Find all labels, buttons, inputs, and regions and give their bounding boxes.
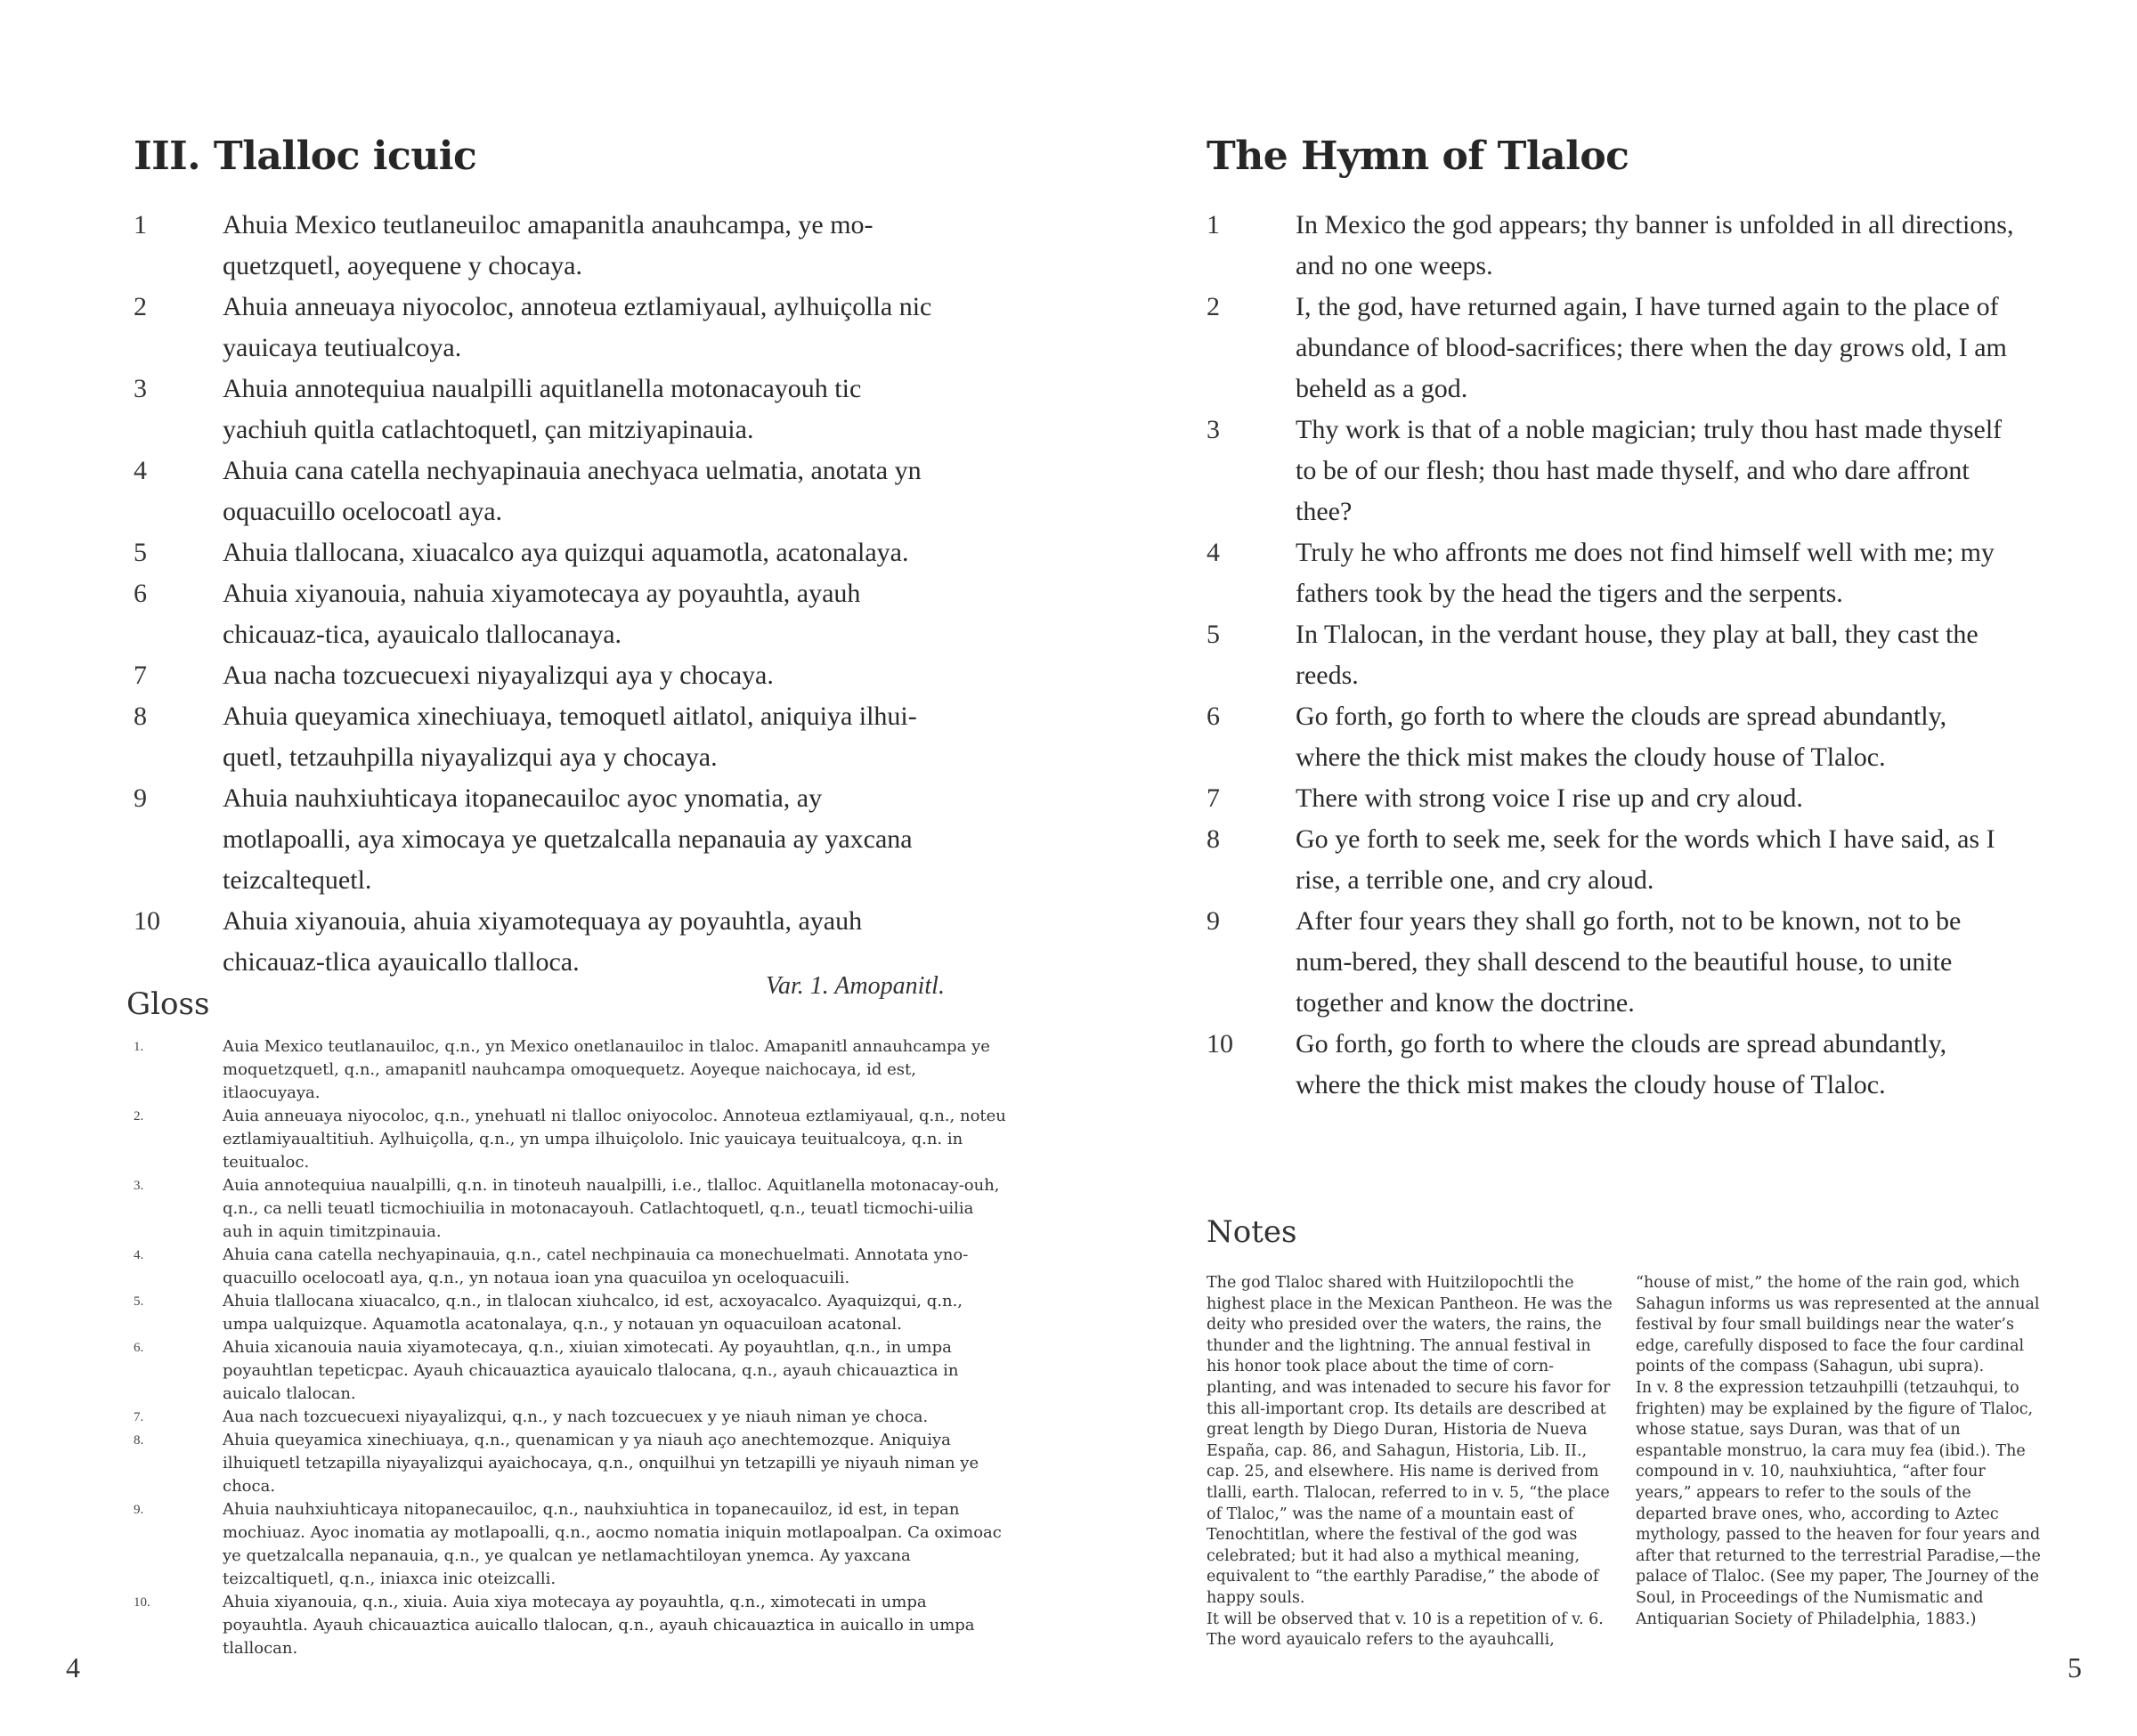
verse <box>134 532 953 573</box>
verse <box>134 287 953 369</box>
verse-number: 1 <box>1207 210 1220 239</box>
verse-text: Ahuia annotequiua naualpilli aquitlanella motonacayouh tic yachiuh quitla catlachtoquetl, çan mitziyapinauia. <box>223 374 862 444</box>
verse-text: Go ye forth to seek me, seek for the words which I have said, as I rise, a terrible one, and cry aloud. <box>1296 824 1995 895</box>
verse <box>1207 1024 2026 1106</box>
verse <box>1207 532 2026 614</box>
verse-number: 4 <box>134 456 147 485</box>
gloss-text: Ahuia xicanouia nauia xiyamotecaya, q.n., xiuian ximotecati. Ay poyauhtlan, q.n., in umpa poyauhtlan tepeticpac. Ayauh chicauaztica ayauicalo tlalocana, q.n., ayauh chicauaztica in auicalo tlalocan. <box>223 1338 959 1403</box>
verse <box>134 696 953 778</box>
verse-number: 1 <box>134 210 147 239</box>
verse-number: 10 <box>134 906 160 936</box>
verse <box>134 901 953 983</box>
verse-text: Ahuia xiyanouia, ahuia xiyamotequaya ay poyauhtla, ayauh chicauaz-tlica ayauicallo tlalloca. <box>223 906 863 977</box>
verse-text: Go forth, go forth to where the clouds are spread abundantly, where the thick mist makes the cloudy house of Tlaloc. <box>1296 702 1947 772</box>
gloss-item <box>134 1174 1015 1244</box>
nahuatl-verse-list <box>134 205 953 983</box>
gloss-number: 5. <box>134 1294 144 1309</box>
gloss-text: Auia anneuaya niyocoloc, q.n., ynehuatl ni tlalloc oniyocoloc. Annoteua eztlamiyaual, q.n., noteu eztlamiyaualtitiuh. Aylhuiçolla, q.n., yn umpa ilhuiçololo. Inic yauicaya teuitualcoya, q.n. in teuitualoc. <box>223 1107 1006 1172</box>
gloss-item <box>134 1406 1015 1429</box>
verse <box>134 205 953 287</box>
verse-text: After four years they shall go forth, not to be known, not to be num-bered, they shall descend to the beautiful house, to unite together and know the doctrine. <box>1296 906 1962 1018</box>
verse <box>134 369 953 450</box>
gloss-text: Ahuia tlallocana xiuacalco, q.n., in tlalocan xiuhcalco, id est, acxoyacalco. Ayaquizqui, q.n., umpa ualquizque. Aquamotla acatonalaya, q.n., y notauan yn oquacuiloan acatonal. <box>223 1292 963 1334</box>
verse-number: 3 <box>134 374 147 403</box>
verse-text: Ahuia cana catella nechyapinauia anechyaca uelmatia, anotata yn oquacuillo ocelocoatl aya. <box>223 456 922 526</box>
verse-text: Ahuia Mexico teutlaneuiloc amapanitla anauhcampa, ye mo-quetzquetl, aoyequene y chocaya. <box>223 210 873 280</box>
note-paragraph: In v. 8 the expression tetzauhpilli (tetzauhqui, to frighten) may be explained by the figure of Tlaloc, whose statue, says Duran, was that of un espantable monstruo, la cara muy fea (ibid.). The compound in v. 10, nauhxiuhtica, “after four years,” appears to refer to the souls of the departed brave ones, who, according to Aztec mythology, passed to the heaven for four years and after that returned to the terrestrial Paradise,—the palace of Tlaloc. (See my paper, The Journey of the Soul, in Proceedings of the Numismatic and Antiquarian Society of Philadelphia, 1883.) <box>1636 1378 2041 1628</box>
verse-number: 6 <box>134 579 147 608</box>
verse <box>1207 287 2026 410</box>
gloss-number: 4. <box>134 1248 144 1262</box>
verse-text: Ahuia nauhxiuhticaya itopanecauiloc ayoc ynomatia, ay motlapoalli, aya ximocaya ye quetzalcalla nepanauia ay yaxcana teizcaltequetl. <box>223 783 913 895</box>
verse <box>134 655 953 696</box>
verse-number: 5 <box>1207 620 1220 649</box>
gloss-text: Ahuia nauhxiuhticaya nitopanecauiloc, q.n., nauhxiuhtica in topanecauiloz, id est, in tepan mochiuaz. Ayoc inomatia ay motlapoalli, q.n., aocmo nomatia iniquin motlapoalpan. Ca oximoac ye quetzalcalla nepanauia, q.n., ye qualcan ye netlamachtiloyan ynemca. Ay yaxcana teizcaltiquetl, q.n., iniaxca inic oteizcalli. <box>223 1500 1002 1588</box>
verse-number: 6 <box>1207 702 1220 731</box>
gloss-text: Auia annotequiua naualpilli, q.n. in tinoteuh naualpilli, i.e., tlalloc. Aquitlanella motonacay-ouh, q.n., ca nelli teuatl ticmochiuilia in motonacayouh. Catlachtoquetl, q.n., teuatl ticmochi-uilia auh in aquin timitzpinauia. <box>223 1176 1000 1241</box>
verse-text: Go forth, go forth to where the clouds are spread abundantly, where the thick mist makes the cloudy house of Tlaloc. <box>1296 1029 1947 1099</box>
page-title: The Hymn of Tlaloc <box>1207 134 1629 179</box>
page-title: III. Tlalloc icuic <box>134 134 477 179</box>
gloss-text: Ahuia xiyanouia, q.n., xiuia. Auia xiya motecaya ay poyauhtla, q.n., ximotecati in umpa poyauhtla. Ayauh chicauaztica auicallo tlalocan, q.n., ayauh chicauaztica in auicallo in umpa tlallocan. <box>223 1593 975 1658</box>
verse-text: Truly he who affronts me does not find himself well with me; my fathers took by the head the tigers and the serpents. <box>1296 538 1995 608</box>
gloss-text: Ahuia queyamica xinechiuaya, q.n., quenamican y ya niauh aço anechtemozque. Aniquiya ilhuiquetl tetzapilla niyayalizqui ayaichocaya, q.n., onquilhui yn tetzapilli ye niyauh niman ye choca. <box>223 1431 979 1496</box>
verse-number: 9 <box>134 783 147 813</box>
gloss-number: 1. <box>134 1040 144 1054</box>
verse-number: 2 <box>1207 292 1220 321</box>
notes-heading: Notes <box>1207 1214 1297 1250</box>
gloss-number: 6. <box>134 1341 144 1355</box>
verse-text: In Tlalocan, in the verdant house, they play at ball, they cast the reeds. <box>1296 620 1979 690</box>
note-paragraph: It will be observed that v. 10 is a repetition of v. 6. The word ayauicalo refers to the ayauhcalli, <box>1207 1610 1604 1650</box>
verse <box>1207 819 2026 901</box>
verse-text: Aua nacha tozcuecuexi niyayalizqui aya y chocaya. <box>223 661 774 690</box>
gloss-number: 8. <box>134 1433 144 1448</box>
english-verse-list <box>1207 205 2026 1106</box>
verse-number: 8 <box>134 702 147 731</box>
verse-number: 7 <box>134 661 147 690</box>
verse <box>134 573 953 655</box>
gloss-number: 2. <box>134 1109 144 1124</box>
variant-note: Var. 1. Amopanitl. <box>766 972 945 1000</box>
verse-text: Thy work is that of a noble magician; truly thou hast made thyself to be of our flesh; thou hast made thyself, and who dare affront thee? <box>1296 415 2003 526</box>
gloss-text: Ahuia cana catella nechyapinauia, q.n., catel nechpinauia ca monechuelmati. Annotata yno-quacuillo ocelocoatl aya, q.n., yn notaua ioan yna quacuiloa yn oceloquacuili. <box>223 1245 969 1287</box>
verse-number: 9 <box>1207 906 1220 936</box>
verse-number: 2 <box>134 292 147 321</box>
gloss-item <box>134 1105 1015 1174</box>
gloss-number: 3. <box>134 1179 144 1193</box>
verse-text: I, the god, have returned again, I have turned again to the place of abundance of blood-sacrifices; there when the day grows old, I am beheld as a god. <box>1296 292 2007 403</box>
verse-number: 7 <box>1207 783 1220 813</box>
gloss-text: Auia Mexico teutlanauiloc, q.n., yn Mexico onetlanauiloc in tlaloc. Amapanitl annauhcampa ye moquetzquetl, q.n., amapanitl nauhcampa omoquequetz. Aoyeque naichocaya, id est, itlaocuyaya. <box>223 1037 990 1102</box>
verse-text: There with strong voice I rise up and cry aloud. <box>1296 783 1803 813</box>
page-number: 5 <box>2068 1651 2082 1683</box>
verse <box>1207 901 2026 1024</box>
verse-text: Ahuia xiyanouia, nahuia xiyamotecaya ay poyauhtla, ayauh chicauaz-tica, ayauicalo tlallocanaya. <box>223 579 861 649</box>
verse-text: Ahuia anneuaya niyocoloc, annoteua eztlamiyaual, aylhuiçolla nic yauicaya teutiualcoya. <box>223 292 932 362</box>
note-paragraph: “house of mist,” the home of the rain god, which Sahagun informs us was represented at the annual festival by four small buildings near the water’s edge, carefully disposed to face the four cardinal points of the compass (Sahagun, ubi supra). <box>1636 1274 2040 1376</box>
note-paragraph: The god Tlaloc shared with Huitzilopochtli the highest place in the Mexican Pantheon. He was the deity who presided over the waters, the rains, the thunder and the lightning. The annual festival in his honor took place about the time of corn-planting, and was intenaded to secure his favor for this all-important crop. Its details are described at great length by Diego Duran, Historia de Nueva España, cap. 86, and Sahagun, Historia, Lib. II., cap. 25, and elsewhere. His name is derived from tlalli, earth. Tlalocan, referred to in v. 5, “the place of Tlaloc,” was the name of a mountain east of Tenochtitlan, where the festival of the god was celebrated; but it had also a mythical meaning, equivalent to “the earthly Paradise,” the abode of happy souls. <box>1207 1274 1613 1607</box>
verse-number: 4 <box>1207 538 1220 567</box>
verse-number: 10 <box>1207 1029 1233 1059</box>
verse <box>1207 205 2026 287</box>
gloss-item <box>134 1498 1015 1591</box>
gloss-item <box>134 1429 1015 1498</box>
left-page <box>0 0 1068 1736</box>
gloss-item <box>134 1244 1015 1290</box>
page-number: 4 <box>66 1651 80 1683</box>
verse <box>1207 696 2026 778</box>
right-page <box>1068 0 2137 1736</box>
verse-number: 8 <box>1207 824 1220 854</box>
notes-column-1 <box>1207 1273 1613 1651</box>
verse <box>1207 778 2026 819</box>
verse <box>1207 614 2026 696</box>
verse-number: 5 <box>134 538 147 567</box>
gloss-number: 9. <box>134 1503 144 1517</box>
gloss-heading: Gloss <box>126 986 210 1022</box>
verse-text: Ahuia tlallocana, xiuacalco aya quizqui aquamotla, acatonalaya. <box>223 538 909 567</box>
gloss-item <box>134 1591 1015 1660</box>
gloss-text: Aua nach tozcuecuexi niyayalizqui, q.n., y nach tozcuecuex y ye niauh niman ye choca. <box>223 1407 929 1426</box>
gloss-list <box>134 1035 1015 1660</box>
gloss-item <box>134 1336 1015 1406</box>
notes-body <box>1207 1273 2044 1651</box>
verse-text: In Mexico the god appears; thy banner is unfolded in all directions, and no one weeps. <box>1296 210 2014 280</box>
verse-number: 3 <box>1207 415 1220 444</box>
gloss-item <box>134 1290 1015 1336</box>
gloss-number: 7. <box>134 1410 144 1424</box>
verse <box>134 778 953 901</box>
verse <box>134 450 953 532</box>
gloss-number: 10. <box>134 1595 150 1610</box>
notes-column-2 <box>1636 1273 2042 1651</box>
verse-text: Ahuia queyamica xinechiuaya, temoquetl aitlatol, aniquiya ilhui-quetl, tetzauhpilla niyayalizqui aya y chocaya. <box>223 702 917 772</box>
gloss-item <box>134 1035 1015 1105</box>
verse <box>1207 410 2026 532</box>
